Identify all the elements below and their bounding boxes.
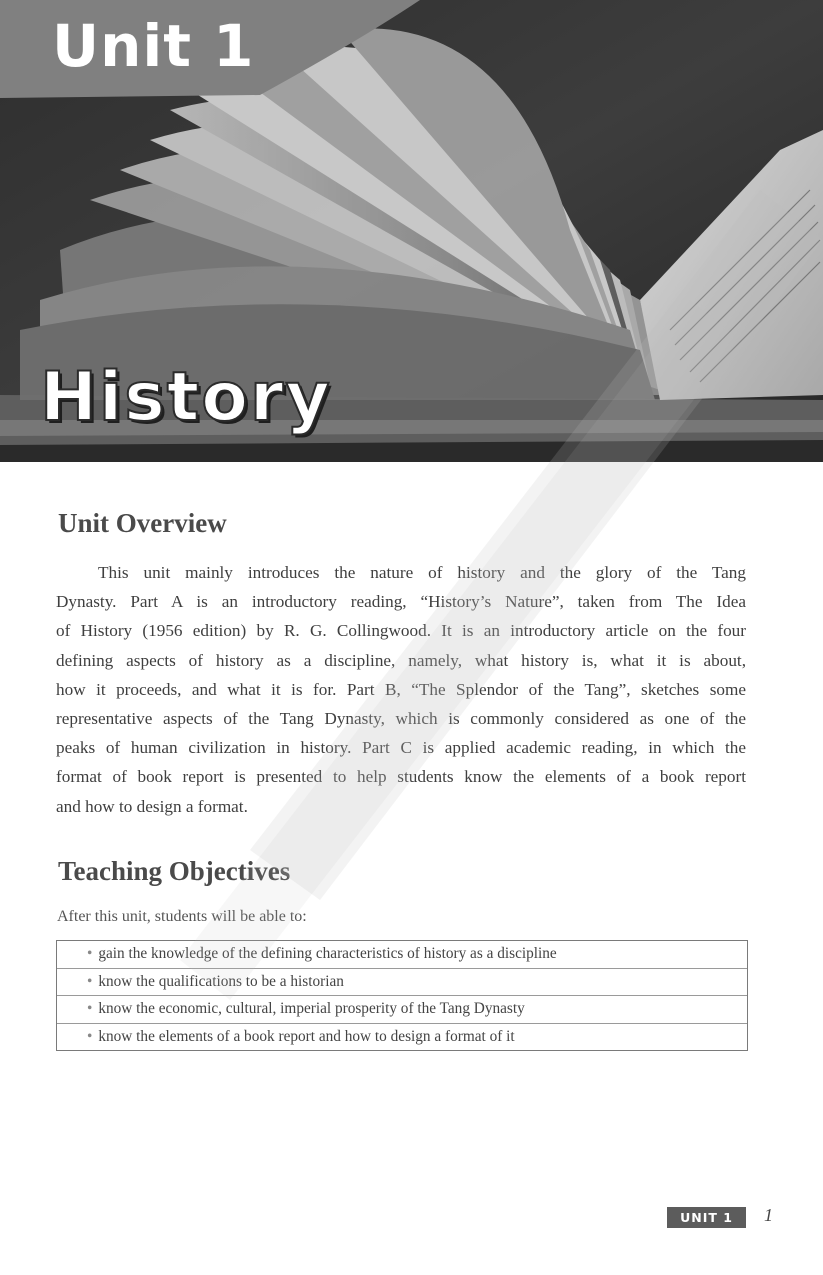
overview-line: Dynasty. Part A is an introductory reading, “History’s Nature”, taken from The Idea [56, 592, 746, 612]
overview-line: and how to design a format. [56, 796, 248, 816]
unit-title: History [40, 358, 332, 437]
objective-text: know the elements of a book report and how to design a format of it [98, 1027, 515, 1045]
overview-line: how it proceeds, and what it is for. Part B, “The Splendor of the Tang”, sketches some [56, 679, 746, 699]
objectives-heading: Teaching Objectives [58, 856, 291, 886]
unit-label: Unit 1 [52, 12, 255, 80]
page-number: 1 [764, 1205, 773, 1225]
objective-item [57, 996, 747, 1024]
overview-paragraph [56, 558, 746, 821]
bullet-icon: • [87, 1027, 93, 1045]
overview-line: This unit mainly introduces the nature of history and the glory of the Tang [98, 563, 746, 582]
bullet-icon: • [87, 972, 93, 990]
objectives-table [56, 940, 748, 1051]
overview-line: of History (1956 edition) by R. G. Collingwood. It is an introductory article on the four [56, 621, 746, 641]
overview-line: defining aspects of history as a discipline, namely, what history is, what it is about, [56, 650, 746, 670]
objective-text: gain the knowledge of the defining characteristics of history as a discipline [98, 945, 557, 962]
overview-line: peaks of human civilization in history. Part C is applied academic reading, in which the [56, 738, 746, 758]
objective-text: know the qualifications to be a historian [98, 972, 344, 990]
footer-unit-tag: UNIT 1 [667, 1207, 746, 1228]
objective-text: know the economic, cultural, imperial prosperity of the Tang Dynasty [98, 1000, 525, 1017]
hero-banner [0, 0, 823, 462]
objective-item [57, 1024, 747, 1051]
overview-heading: Unit Overview [58, 508, 227, 538]
bullet-icon: • [87, 945, 93, 962]
objectives-intro: After this unit, students will be able to: [57, 908, 307, 925]
objective-item [57, 969, 747, 997]
bullet-icon: • [87, 1000, 93, 1017]
overview-line: format of book report is presented to help students know the elements of a book report [56, 767, 746, 787]
overview-line: representative aspects of the Tang Dynasty, which is commonly considered as one of the [56, 708, 746, 728]
objective-item [57, 941, 747, 969]
